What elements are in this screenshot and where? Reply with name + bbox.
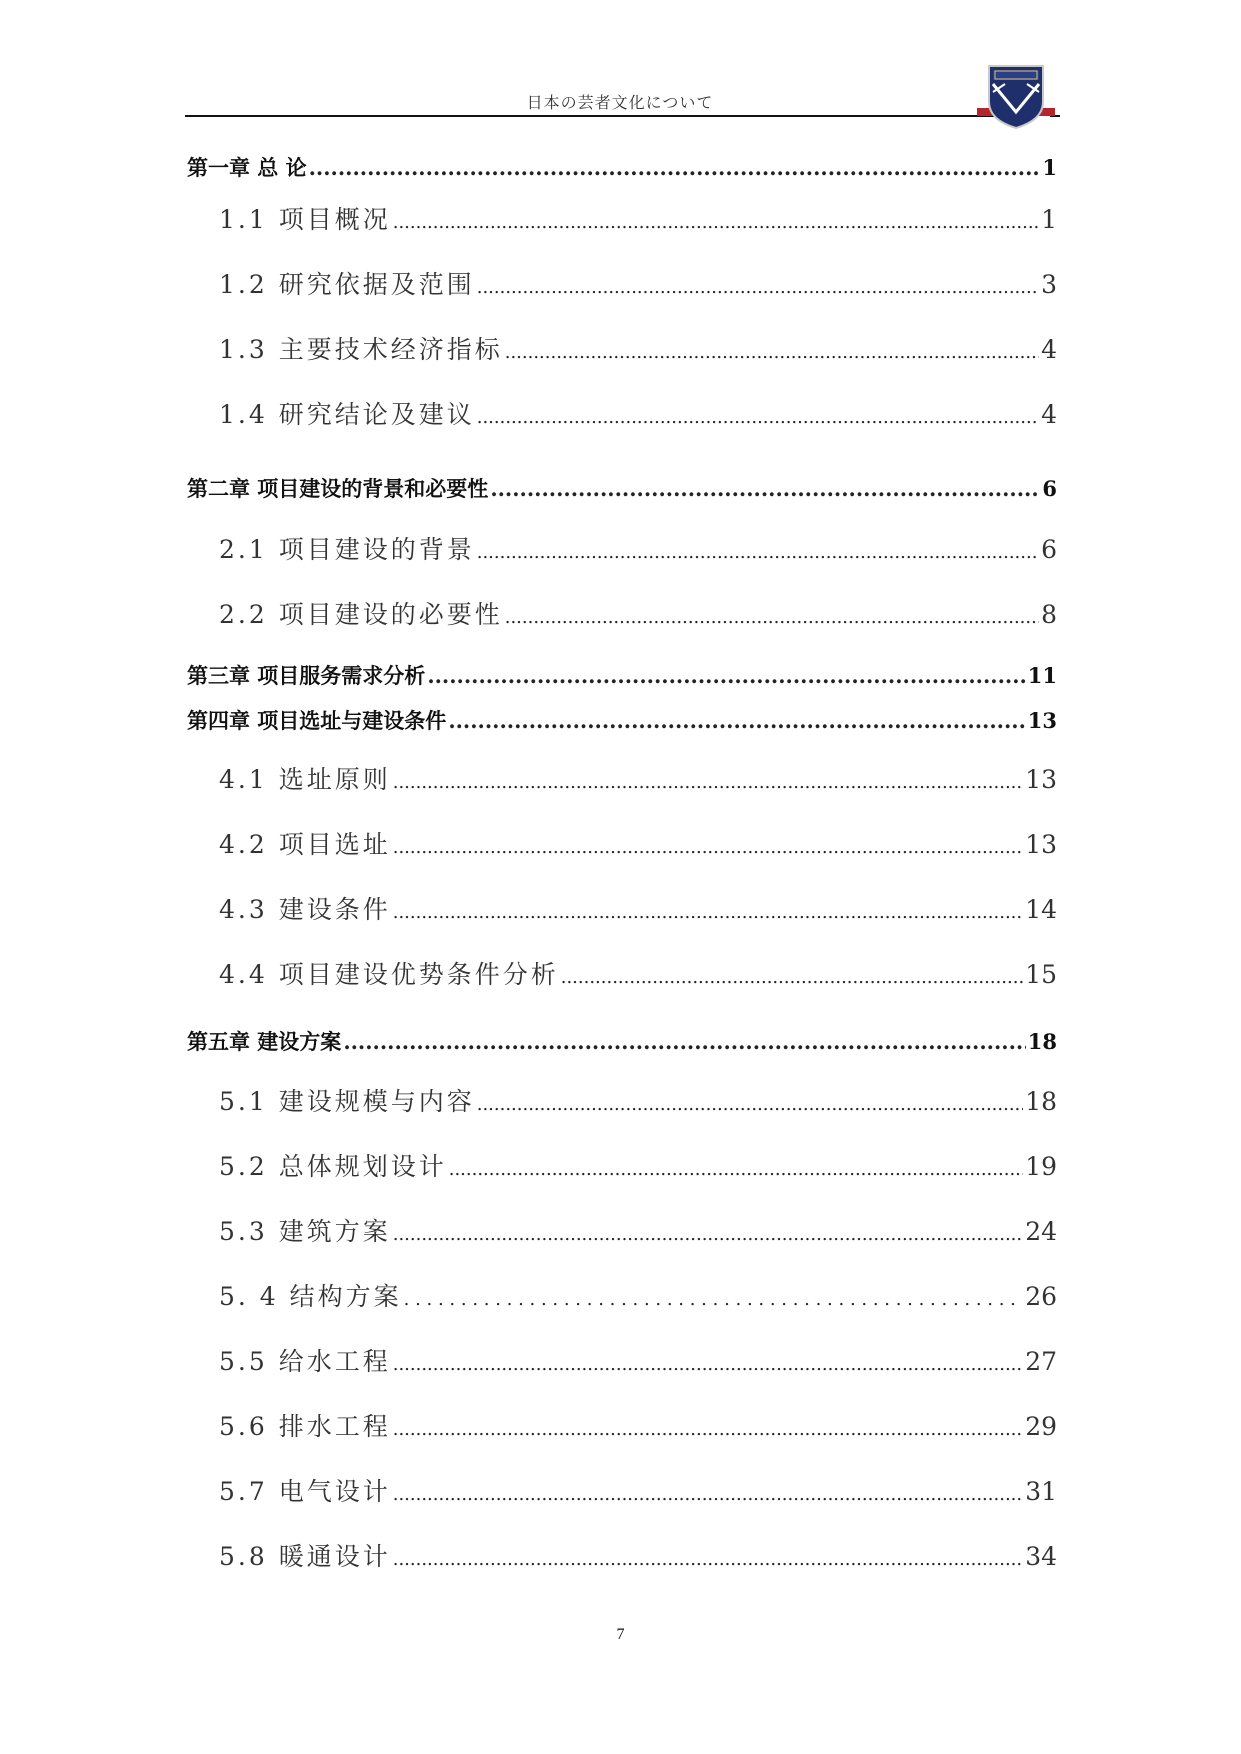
toc-leader [477, 407, 1039, 428]
toc-entry-label: 第四章 项目选址与建设条件 [187, 708, 447, 733]
toc-entry-label: 第二章 项目建设的背景和必要性 [187, 476, 489, 501]
toc-entry-page: 24 [1025, 1217, 1057, 1246]
toc-entry-section-4-4[interactable] [219, 955, 1057, 991]
toc-entry-label: 5. 4 结构方案 [219, 1282, 402, 1311]
toc-entry-section-5-2[interactable] [219, 1147, 1057, 1183]
toc-leader [448, 708, 1025, 733]
toc-leader [477, 277, 1039, 298]
page-number: 7 [616, 1626, 625, 1643]
toc-entry-page: 13 [1027, 708, 1057, 733]
toc-entry-section-1-4[interactable] [219, 395, 1057, 431]
toc-entry-page: 18 [1027, 1029, 1057, 1054]
toc-entry-section-5-4[interactable] [219, 1277, 1057, 1313]
toc-leader [505, 342, 1039, 363]
toc-entry-label: 5.7 电气设计 [219, 1477, 391, 1506]
toc-leader [393, 1549, 1023, 1570]
toc-entry-page: 1 [1041, 205, 1057, 234]
toc-leader [427, 663, 1025, 688]
toc-leader [393, 837, 1023, 858]
toc-entry-label: 第一章 总 论 [187, 155, 307, 180]
toc-entry-label: 2.1 项目建设的背景 [219, 535, 475, 564]
toc-entry-chapter-2[interactable] [187, 473, 1057, 503]
toc-entry-section-2-2[interactable] [219, 595, 1057, 631]
toc-entry-label: 5.8 暖通设计 [219, 1542, 391, 1571]
toc-entry-section-5-7[interactable] [219, 1472, 1057, 1508]
toc-leader [393, 1354, 1023, 1375]
toc-entry-page: 6 [1042, 476, 1057, 501]
toc-leader [393, 1484, 1023, 1505]
toc-entry-label: 4.4 项目建设优势条件分析 [219, 960, 559, 989]
toc-leader [343, 1029, 1025, 1054]
toc-leader [393, 902, 1023, 923]
university-emblem-icon [975, 62, 1057, 130]
toc-entry-label: 2.2 项目建设的必要性 [219, 600, 503, 629]
toc-entry-page: 34 [1025, 1542, 1057, 1571]
toc-entry-label: 4.2 项目选址 [219, 830, 391, 859]
toc-entry-section-5-1[interactable] [219, 1082, 1057, 1118]
toc-entry-section-5-6[interactable] [219, 1407, 1057, 1443]
toc-entry-page: 1 [1042, 155, 1057, 180]
toc-entry-page: 6 [1041, 535, 1057, 564]
toc-leader [393, 772, 1023, 793]
toc-entry-chapter-5[interactable] [187, 1026, 1057, 1056]
toc-entry-label: 1.2 研究依据及范围 [219, 270, 475, 299]
toc-entry-page: 31 [1025, 1477, 1057, 1506]
toc-entry-page: 8 [1041, 600, 1057, 629]
toc-leader [393, 1419, 1023, 1440]
toc-entry-label: 5.1 建设规模与内容 [219, 1087, 475, 1116]
toc-entry-label: 5.5 给水工程 [219, 1347, 391, 1376]
toc-entry-page: 29 [1025, 1412, 1057, 1441]
toc-entry-label: 5.6 排水工程 [219, 1412, 391, 1441]
toc-entry-section-2-1[interactable] [219, 530, 1057, 566]
toc-leader [505, 607, 1039, 628]
toc-entry-section-1-2[interactable] [219, 265, 1057, 301]
toc-entry-page: 19 [1025, 1152, 1057, 1181]
toc-leader [449, 1159, 1023, 1180]
toc-entry-section-4-3[interactable] [219, 890, 1057, 926]
toc-entry-label: 1.4 研究结论及建议 [219, 400, 475, 429]
toc-entry-label: 第三章 项目服务需求分析 [187, 663, 426, 688]
toc-entry-section-4-2[interactable] [219, 825, 1057, 861]
toc-entry-section-5-5[interactable] [219, 1342, 1057, 1378]
toc-entry-label: 5.2 总体规划设计 [219, 1152, 447, 1181]
toc-entry-page: 14 [1025, 895, 1057, 924]
toc-entry-section-5-3[interactable] [219, 1212, 1057, 1248]
toc-entry-section-5-8[interactable] [219, 1537, 1057, 1573]
toc-entry-page: 11 [1027, 663, 1057, 688]
toc-entry-label: 4.1 选址原则 [219, 765, 391, 794]
toc-leader [561, 967, 1023, 988]
toc-entry-label: 1.1 项目概况 [219, 205, 391, 234]
toc-entry-chapter-1[interactable] [187, 152, 1057, 182]
header-title: 日本の芸者文化について [526, 93, 714, 112]
toc-entry-page: 13 [1025, 765, 1057, 794]
toc-entry-section-1-3[interactable] [219, 330, 1057, 366]
toc-entry-page: 15 [1025, 960, 1057, 989]
toc-leader [309, 155, 1041, 180]
toc-entry-page: 4 [1041, 335, 1057, 364]
toc-entry-page: 13 [1025, 830, 1057, 859]
toc-leader [477, 542, 1039, 563]
toc-leader [404, 1289, 1024, 1310]
toc-leader [490, 476, 1040, 501]
toc-entry-label: 第五章 建设方案 [187, 1029, 342, 1054]
page-header [185, 80, 1055, 120]
header-rule [185, 115, 995, 117]
toc-entry-chapter-3[interactable] [187, 660, 1057, 690]
toc-entry-chapter-4[interactable] [187, 705, 1057, 735]
toc-entry-label: 4.3 建设条件 [219, 895, 391, 924]
toc-leader [393, 1224, 1023, 1245]
toc-entry-page: 4 [1041, 400, 1057, 429]
toc-entry-page: 26 [1025, 1282, 1057, 1311]
toc-entry-label: 1.3 主要技术经济指标 [219, 335, 503, 364]
toc-leader [393, 212, 1039, 233]
toc-entry-section-4-1[interactable] [219, 760, 1057, 796]
toc-entry-page: 27 [1025, 1347, 1057, 1376]
toc-entry-label: 5.3 建筑方案 [219, 1217, 391, 1246]
toc-entry-section-1-1[interactable] [219, 200, 1057, 236]
toc-entry-page: 18 [1025, 1087, 1057, 1116]
toc-entry-page: 3 [1041, 270, 1057, 299]
toc-leader [477, 1094, 1023, 1115]
